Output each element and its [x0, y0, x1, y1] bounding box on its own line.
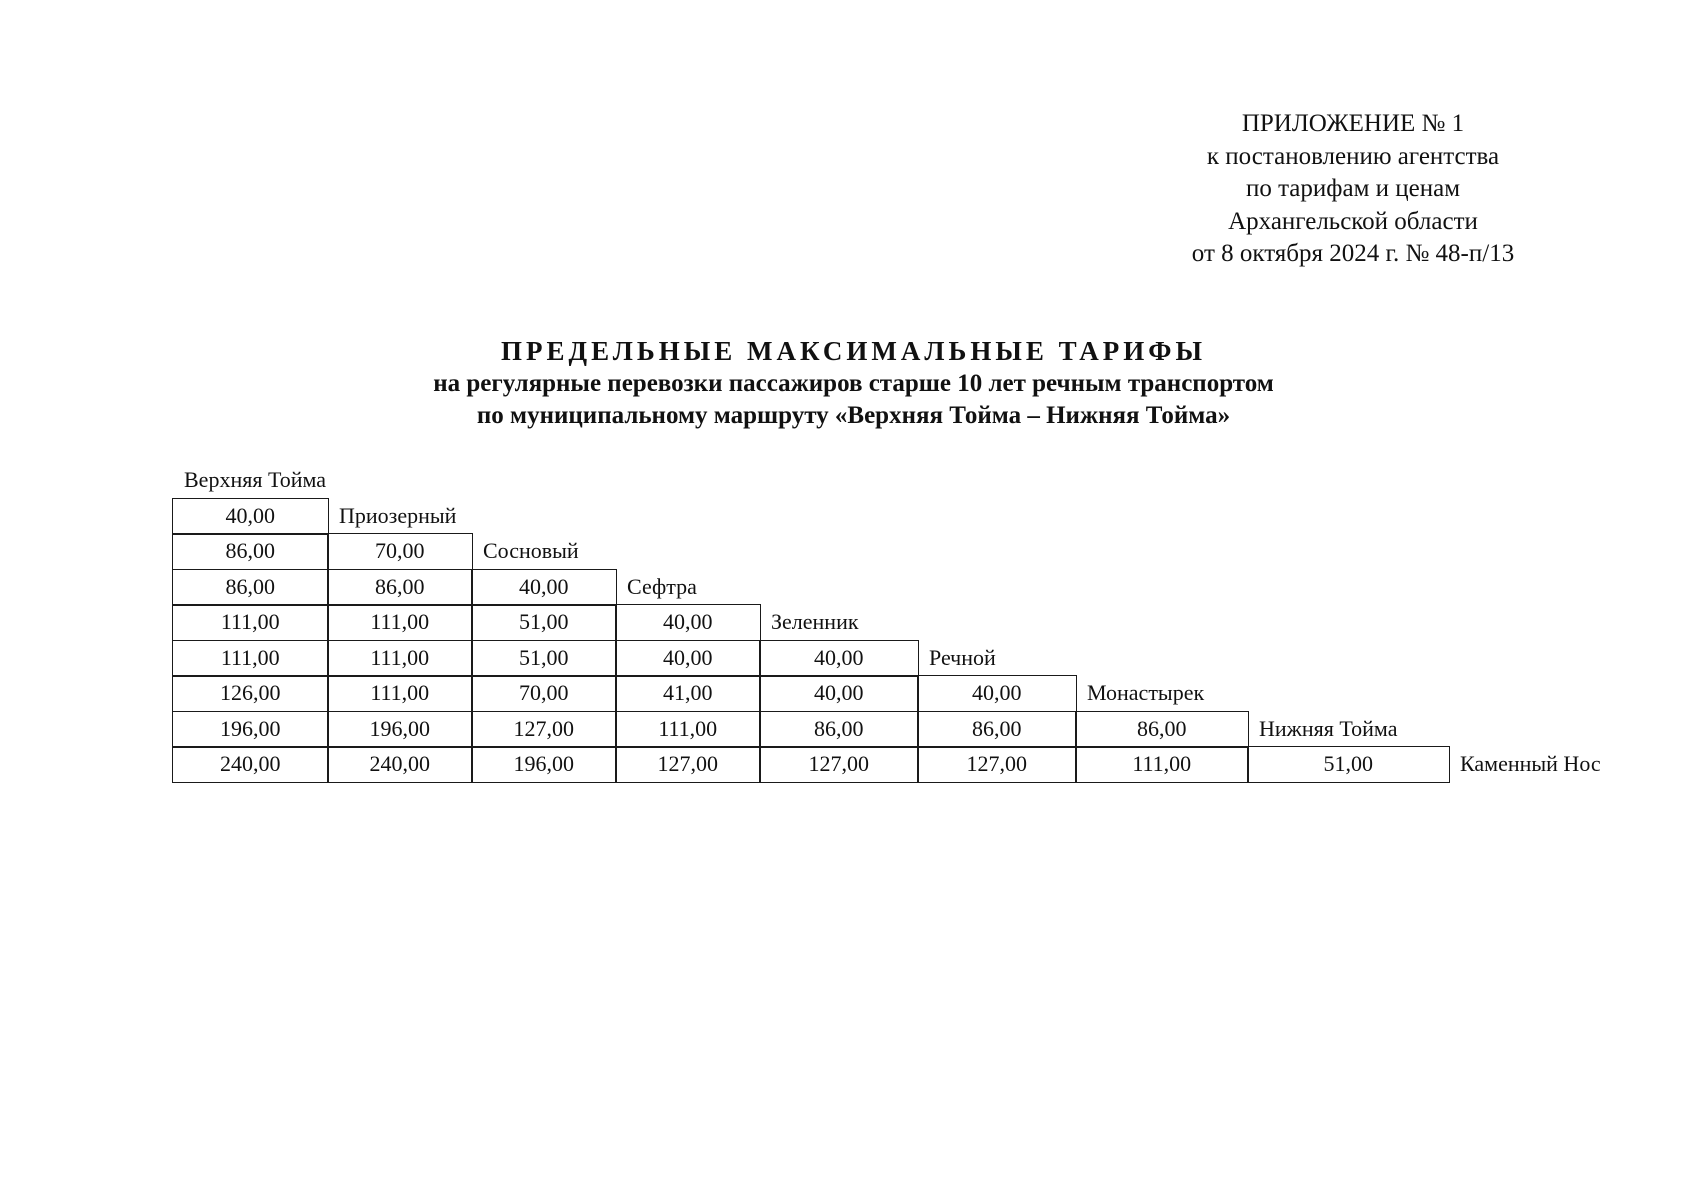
fare-cell: 86,00 — [759, 711, 919, 748]
fare-cell: 86,00 — [327, 569, 473, 606]
fare-cell: 40,00 — [615, 640, 761, 677]
fare-cell: 86,00 — [172, 533, 329, 570]
fare-cell: 240,00 — [172, 746, 329, 783]
stop-label: Монастырек — [1087, 680, 1205, 705]
fare-cell: 111,00 — [1075, 746, 1249, 783]
fare-cell: 40,00 — [759, 675, 919, 712]
fare-cell: 86,00 — [1075, 711, 1249, 748]
fare-cell: 111,00 — [615, 711, 761, 748]
fare-cell: 40,00 — [471, 569, 617, 606]
fare-cell: 40,00 — [759, 640, 919, 677]
fare-cell: 111,00 — [327, 640, 473, 677]
annex-date: от 8 октября 2024 г. № 48-п/13 — [1191, 240, 1515, 267]
fare-cell: 111,00 — [327, 675, 473, 712]
fare-cell: 127,00 — [759, 746, 919, 783]
annex-line-4: Архангельской области — [1228, 207, 1478, 235]
fare-cell: 40,00 — [917, 675, 1077, 712]
annex-line-3: по тарифам и ценам — [1245, 175, 1461, 202]
fare-cell: 51,00 — [471, 640, 617, 677]
fare-cell: 196,00 — [327, 711, 473, 748]
fare-cell: 127,00 — [917, 746, 1077, 783]
fare-cell: 40,00 — [172, 498, 329, 535]
stop-label: Речной — [929, 644, 996, 670]
stop-label: Приозерный — [339, 502, 457, 528]
fare-cell: 127,00 — [615, 746, 761, 783]
fare-cell: 51,00 — [1247, 746, 1450, 783]
fare-cell: 51,00 — [471, 604, 617, 641]
fare-cell: 111,00 — [172, 604, 329, 641]
stop-label: Нижняя Тойма — [1259, 715, 1398, 741]
annex-number: ПРИЛОЖЕНИЕ № 1 — [1241, 110, 1465, 137]
fare-cell: 86,00 — [917, 711, 1077, 748]
stop-label: Зеленник — [771, 609, 859, 634]
fare-cell: 40,00 — [615, 604, 761, 641]
fare-cell: 111,00 — [172, 640, 329, 677]
document-title: ПРЕДЕЛЬНЫЕ МАКСИМАЛЬНЫЕ ТАРИФЫ — [501, 336, 1206, 366]
stop-label: Сефтра — [627, 573, 697, 599]
stop-label: Верхняя Тойма — [184, 467, 327, 492]
document-subtitle-2: по муниципальному маршруту «Верхняя Тойма – Нижняя Тойма» — [476, 402, 1231, 429]
fare-cell: 41,00 — [615, 675, 761, 712]
fare-cell: 126,00 — [172, 675, 329, 712]
stop-label: Сосновый — [483, 538, 579, 563]
stop-label: Каменный Нос — [1460, 751, 1601, 776]
fare-cell: 86,00 — [172, 569, 329, 606]
fare-cell: 70,00 — [471, 675, 617, 712]
annex-line-2: к постановлению агентства — [1206, 142, 1500, 170]
fare-cell: 111,00 — [327, 604, 473, 641]
fare-cell: 196,00 — [471, 746, 617, 783]
document-subtitle-1: на регулярные перевозки пассажиров старше 10 лет речным транспортом — [433, 370, 1274, 397]
fare-cell: 240,00 — [327, 746, 473, 783]
fare-cell: 196,00 — [172, 711, 329, 748]
fare-cell: 127,00 — [471, 711, 617, 748]
fare-cell: 70,00 — [327, 533, 473, 570]
